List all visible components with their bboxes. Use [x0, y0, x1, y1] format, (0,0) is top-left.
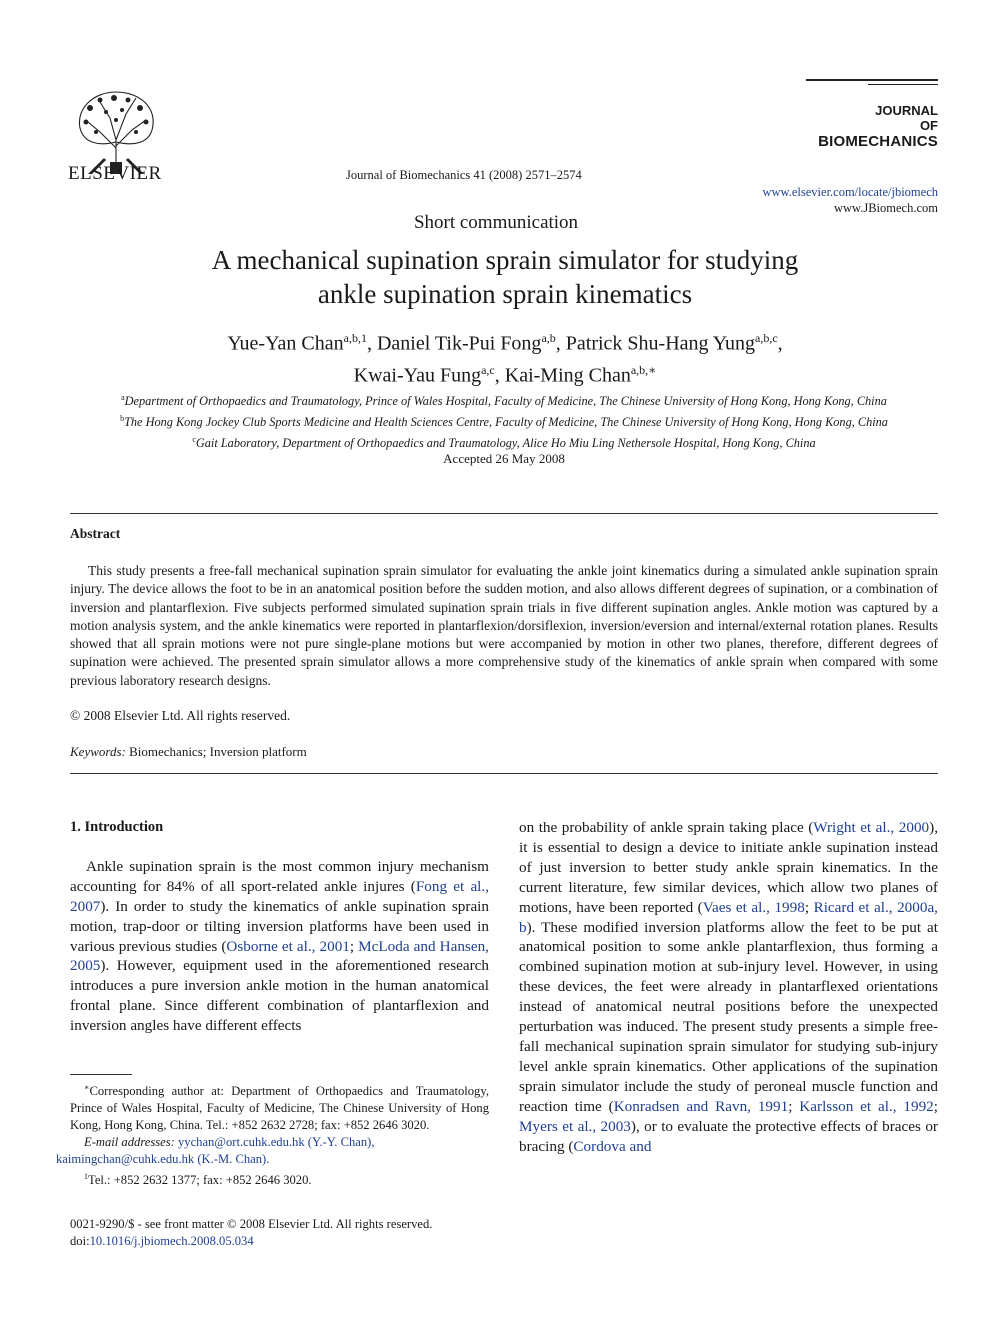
divider: [70, 513, 938, 514]
paragraph: [519, 818, 938, 1156]
body-text: ;: [804, 898, 814, 916]
footnotes: [56, 1079, 489, 1189]
footnote-mark: ∗: [84, 1083, 90, 1092]
footnote-text: Corresponding author at: Department of Orthopaedics and Traumatology, Prince of Wales Hospital, Faculty of Medicine, The Chinese University of Hong Kong, Hong Kong, China. Tel.: +852 2632 2728; fax: +852 2646 3020.: [70, 1084, 489, 1133]
keywords-label: Keywords:: [70, 744, 126, 759]
email-link[interactable]: yychan@ort.cuhk.edu.hk (Y.-Y. Chan),: [177, 1135, 375, 1150]
body-text: ). In order to study the kinematics of ankle supination sprain motion, trap-door or tilting inversion platforms have been used in various previous studies (: [70, 897, 489, 955]
accepted-date: Accepted 26 May 2008: [443, 451, 565, 466]
journal-logo-line: BIOMECHANICS: [818, 133, 938, 150]
journal-citation: Journal of Biomechanics 41 (2008) 2571–2574: [346, 168, 582, 182]
title-line: A mechanical supination sprain simulator for studying: [211, 245, 799, 275]
body-text: ;: [788, 1097, 800, 1115]
citation-link[interactable]: Wright et al., 2000: [813, 819, 930, 836]
logo-rule: [806, 79, 938, 81]
article-type: Short communication: [413, 212, 579, 233]
doi-link[interactable]: 10.1016/j.jbiomech.2008.05.034: [89, 1234, 254, 1248]
body-column-left: [70, 818, 489, 1036]
footnote-corresponding: [70, 1079, 489, 1134]
body-text: on the probability of ankle sprain taking place (: [519, 819, 814, 836]
copyright-line: © 2008 Elsevier Ltd. All rights reserved.: [70, 708, 291, 723]
affiliation-text: Department of Orthopaedics and Traumatology, Prince of Wales Hospital, Faculty of Medicine, The Chinese University of Hong Kong, Hong Kong, China: [124, 394, 887, 409]
divider: [70, 773, 938, 774]
citation-link[interactable]: Vaes et al., 1998: [702, 898, 805, 916]
affiliation-text: The Hong Kong Jockey Club Sports Medicine and Health Sciences Centre, Faculty of Medicine, The Chinese University of Hong Kong, Hong Kong, China: [124, 415, 888, 430]
author-affil-mark: a,b: [541, 331, 556, 345]
citation-link[interactable]: Ricard et al., 2000a, b: [519, 898, 938, 936]
body-text: Ankle supination sprain is the most common injury mechanism accounting for 84% of all sport-related ankle injures (: [70, 857, 489, 895]
issn-footer: [70, 1216, 432, 1250]
keywords: [70, 744, 307, 760]
body-column-right: [519, 818, 938, 1156]
author-name: Kai-Ming Chan: [504, 364, 631, 387]
author-affil-mark: a,b,∗: [630, 362, 657, 377]
citation-link[interactable]: McLoda and Hansen, 2005: [70, 937, 489, 975]
publisher-name: ELSEVIER: [68, 163, 162, 184]
affiliation-text: Gait Laboratory, Department of Orthopaedics and Traumatology, Alice Ho Miu Ling Nethersole Hospital, Hong Kong, China: [195, 436, 816, 451]
footnote-mark: 1: [84, 1172, 88, 1182]
title-line: ankle supination sprain kinematics: [317, 279, 693, 309]
doi-line: [70, 1233, 432, 1250]
journal-url-text: www.JBiomech.com: [833, 201, 938, 215]
author-name: Patrick Shu-Hang Yung: [565, 332, 756, 355]
logo-rule: [868, 84, 938, 85]
journal-logo: [806, 79, 938, 151]
affiliation: [70, 389, 938, 410]
body-text: ). These modified inversion platforms allow the feet to be put at anatomical position to some ankle plantarflexion, thus forming a combined supination motion at sub-injury level. However, in using these devices, the feet were already in plantarflexed orientations instead of anatomical neutral positions before the unexpected perturbation was induced. The present study presents a simple free-fall mechanical supination sprain simulator for studying sub-injury level ankle sprain kinematics. Other applications of the supination sprain simulator include the study of peroneal muscle function and reaction time (: [519, 918, 938, 1115]
author-affil-mark: a,c: [481, 362, 495, 377]
author-sep: ,: [777, 332, 783, 355]
email-link[interactable]: kaimingchan@cuhk.edu.hk (K.-M. Chan).: [56, 1152, 270, 1167]
body-text: ;: [933, 1097, 938, 1115]
body-text: ). However, equipment used in the aforementioned research introduces a pure inversion ankle motion in the human anatomical frontal plane. Since different combination of plantarflexion and inversion angles have different effects: [70, 957, 489, 1035]
author-name: Yue-Yan Chan: [227, 332, 344, 355]
author-name: Kwai-Yau Fung: [353, 364, 482, 387]
author-sep: ,: [555, 332, 566, 355]
body-text: ), it is essential to design a device to initiate ankle supination instead of just inversion to better study ankle sprain kinematics. In the current literature, few similar devices, which allow two planes of motions, have been reported (: [519, 819, 938, 916]
affiliation-mark: a: [121, 393, 125, 402]
paragraph: [70, 857, 489, 1036]
email-label: E-mail addresses:: [84, 1135, 175, 1150]
journal-url-link[interactable]: www.elsevier.com/locate/jbiomech: [762, 185, 938, 199]
journal-logo-line: JOURNAL: [875, 103, 938, 118]
citation-link[interactable]: Osborne et al., 2001: [226, 937, 350, 955]
section-heading: 1. Introduction: [70, 819, 164, 835]
affiliation-mark: c: [192, 435, 196, 445]
journal-logo-line: OF: [919, 118, 938, 133]
affiliation: [70, 431, 938, 452]
citation-link[interactable]: Konradsen and Ravn, 1991: [613, 1097, 789, 1115]
footnote-rule: [70, 1074, 132, 1075]
author-list: [110, 325, 900, 388]
author-sep: ,: [494, 364, 505, 387]
affiliations: [70, 389, 938, 452]
abstract-text: This study presents a free-fall mechanical supination sprain simulator for evaluating the ankle joint kinematics during a simulated ankle supination sprain injury. The device allows the foot to be in an anatomical position before the sudden motion, and also allows different degrees of supination, or a combination of inversion and plantarflexion. Five subjects performed simulated supination sprain trials in five different supination angles. Ankle motion was captured by a motion analysis system, and the ankle kinematics were reported in plantarflexion/dorsiflexion, inversion/eversion and internal/external rotation planes. Results showed that all sprain motions were not pure single-plane motions but were accompanied by motion in other two planes, therefore, different degrees of supination were achieved. The presented sprain simulator allows a more comprehensive study of the kinematics of ankle sprain when compared with some previous laboratory research designs.: [70, 563, 938, 688]
author-name: Daniel Tik-Pui Fong: [376, 332, 542, 355]
body-text: ;: [349, 937, 359, 955]
keywords-list: Biomechanics; Inversion platform: [129, 744, 307, 759]
citation-link[interactable]: Cordova and: [573, 1137, 652, 1155]
affiliation-mark: b: [120, 414, 125, 424]
citation-link[interactable]: Karlsson et al., 1992: [799, 1097, 934, 1115]
citation-link[interactable]: Myers et al., 2003: [519, 1117, 631, 1135]
article-title: [120, 243, 890, 311]
footnote-1: [70, 1168, 489, 1189]
issn-line: 0021-9290/$ - see front matter © 2008 Elsevier Ltd. All rights reserved.: [70, 1217, 433, 1231]
author-affil-mark: a,b,c: [755, 331, 778, 345]
author-sep: ,: [366, 332, 377, 355]
doi-label: doi:: [70, 1234, 90, 1248]
abstract-heading: Abstract: [70, 526, 121, 541]
footnote-text: Tel.: +852 2632 1377; fax: +852 2646 3020.: [88, 1173, 312, 1188]
footnote-emails: [56, 1134, 489, 1168]
body-text: ), or to evaluate the protective effects of braces or bracing (: [519, 1117, 938, 1155]
author-affil-mark: a,b,1: [343, 331, 367, 345]
affiliation: [70, 410, 938, 431]
citation-link[interactable]: Fong et al., 2007: [70, 877, 489, 915]
